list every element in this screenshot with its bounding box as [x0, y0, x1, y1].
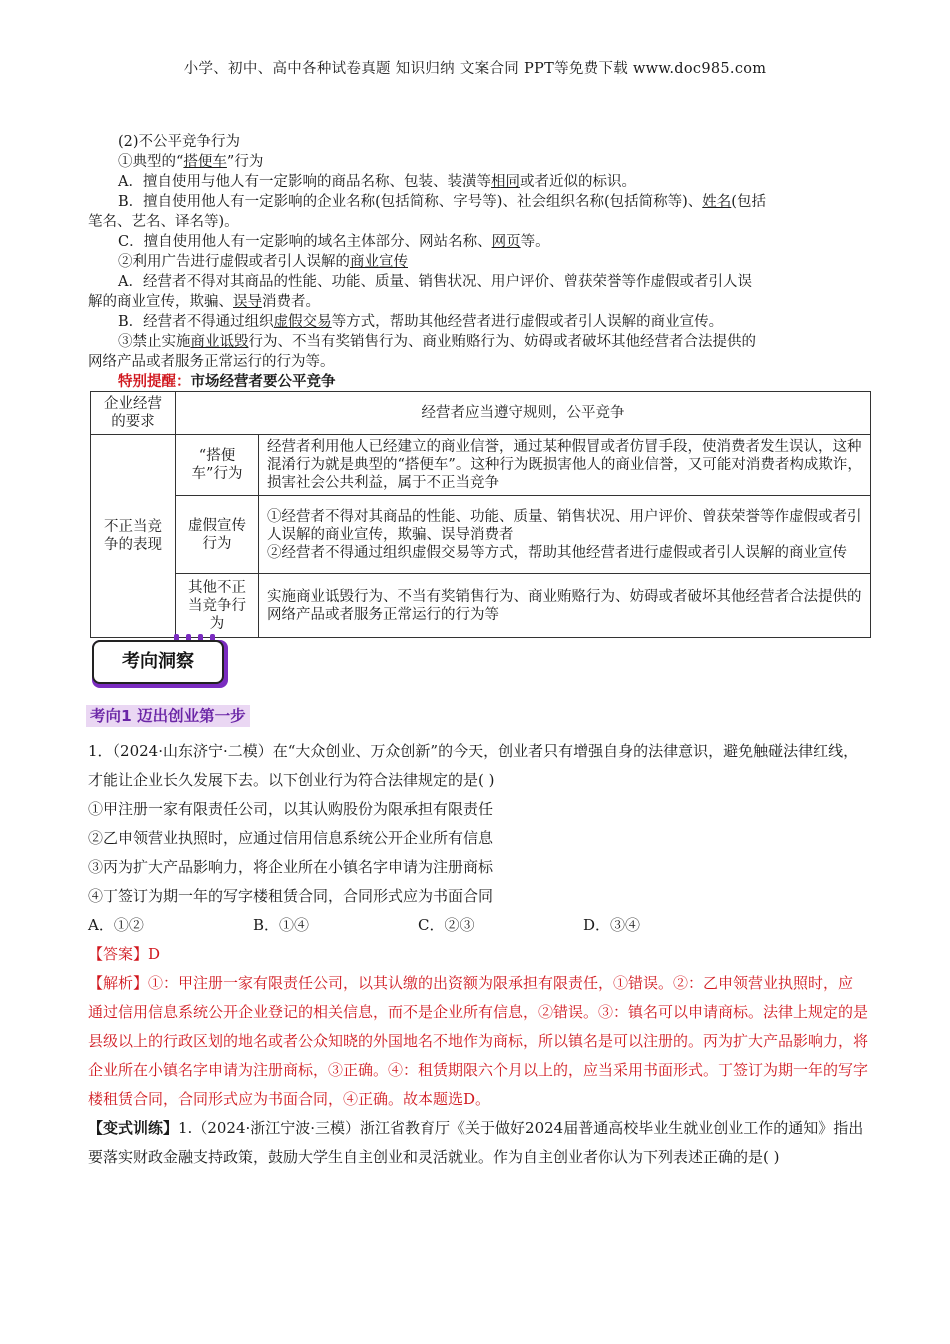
point-2-b: B．经营者不得通过组织虚假交易等方式，帮助其他经营者进行虚假或者引人误解的商业宣传。	[118, 314, 724, 330]
table-cell: 虚假宣传行为	[176, 496, 259, 574]
point-1-b-cont: 笔名、艺名、译名等)。	[88, 214, 239, 230]
table-row	[91, 392, 871, 435]
variant-training: 【变式训练】1.（2024·浙江宁波·三模）浙江省教育厅《关于做好2024届普通高校毕业生就业创业工作的通知》指出要落实财政金融支持政策，鼓励大学生自主创业和灵活就业。作为自主创业者你认为下列表述正确的是( )	[88, 1119, 864, 1166]
tip-label: 特别提醒：	[118, 373, 191, 390]
point-3-cont: 网络产品或者服务正常运行的行为等。	[88, 354, 335, 370]
table-cell: 经营者利用他人已经建立的商业信誉，通过某种假冒或者仿冒手段，使消费者发生误认，这种混淆行为就是典型的“搭便车”。这种行为既损害他人的商业信誉，又可能对消费者构成欺诈，损害社会公共利益，属于不正当竞争	[259, 435, 871, 496]
banner-frame	[92, 640, 228, 688]
point-3: ③禁止实施商业诋毁行为、不当有奖销售行为、商业贿赂行为、妨碍或者破坏其他经营者合法提供的	[118, 334, 756, 350]
table-row	[91, 574, 871, 638]
question-options	[88, 911, 868, 940]
table-row	[91, 435, 871, 496]
question-item: ②乙申领营业执照时，应通过信用信息系统公开企业所有信息	[88, 829, 494, 847]
option-a: A．①②	[88, 916, 144, 934]
point-2: ②利用广告进行虚假或者引人误解的商业宣传	[118, 254, 408, 270]
point-2-a: A．经营者不得对其商品的性能、功能、质量、销售状况、用户评价、曾获荣誉等作虚假或者引人误	[118, 274, 752, 290]
table-cell: 经营者应当遵守规则，公平竞争	[176, 392, 871, 435]
table-row	[91, 496, 871, 574]
question-stem: 1．（2024·山东济宁·二模）在“大众创业、万众创新”的今天，创业者只有增强自身的法律意识，避免触碰法律红线，才能让企业长久发展下去。以下创业行为符合法律规定的是( )	[88, 742, 859, 789]
section-banner	[90, 632, 230, 690]
table-cell: 实施商业诋毁行为、不当有奖销售行为、商业贿赂行为、妨碍或者破坏其他经营者合法提供的网络产品或者服务正常运行的行为等	[259, 574, 871, 638]
analysis: 【解析】①：甲注册一家有限责任公司，以其认缴的出资额为限承担有限责任，①错误。②：乙申领营业执照时，应通过信用信息系统公开企业登记的相关信息，而不是企业所有信息，②错误。③：镇名可以申请商标。法律上规定的是县级以上的行政区划的地名或者公众知晓的外国地名不地作为商标，所以镇名是可以注册的。丙为扩大产品影响力，将企业所在小镇名字申请为注册商标，③正确。④：租赁期限六个月以上的，应当采用书面形式。丁签订为期一年的写字楼租赁合同，合同形式应为书面合同，④正确。故本题选D。	[88, 974, 869, 1108]
banner-title: 考向洞察	[92, 640, 224, 684]
question-item: ④丁签订为期一年的写字楼租赁合同，合同形式应为书面合同	[88, 887, 494, 905]
answer: 【答案】D	[88, 945, 161, 963]
page-header: 小学、初中、高中各种试卷真题 知识归纳 文案合同 PPT等免费下载 www.doc985.com	[183, 61, 767, 77]
table-cell: 其他不正当竞争行为	[176, 574, 259, 638]
table-cell: 企业经营的要求	[91, 392, 176, 435]
desc-line: ②经营者不得通过组织虚假交易等方式，帮助其他经营者进行虚假或者引人误解的商业宣传	[267, 544, 847, 561]
point-1-c: C．擅自使用他人有一定影响的域名主体部分、网站名称、网页等。	[118, 234, 550, 250]
section-body	[88, 132, 868, 392]
option-c: C．②③	[418, 916, 475, 934]
question-item: ③丙为扩大产品影响力，将企业所在小镇名字申请为注册商标	[88, 858, 494, 876]
point-1: ①典型的“搭便车”行为	[118, 154, 264, 170]
section-title: (2)不公平竞争行为	[118, 134, 241, 150]
question-item: ①甲注册一家有限责任公司，以其认购股份为限承担有限责任	[88, 800, 494, 818]
point-1-b: B．擅自使用他人有一定影响的企业名称(包括简称、字号等)、社会组织名称(包括简称等)、姓名(包括	[118, 194, 766, 210]
question-1	[88, 737, 868, 1172]
topic-heading: 考向1 迈出创业第一步	[86, 705, 250, 727]
option-d: D．③④	[583, 916, 641, 934]
table-cell: “搭便车”行为	[176, 435, 259, 496]
comparison-table	[90, 391, 871, 638]
table-cell: 不正当竞争的表现	[91, 435, 176, 638]
table-cell	[259, 496, 871, 574]
tip-text: 市场经营者要公平竞争	[190, 373, 336, 390]
desc-line: ①经营者不得对其商品的性能、功能、质量、销售状况、用户评价、曾获荣誉等作虚假或者引人误解的商业宣传，欺骗、误导消费者	[267, 508, 862, 543]
point-1-a: A．擅自使用与他人有一定影响的商品名称、包装、装潢等相同或者近似的标识。	[118, 174, 636, 190]
tip	[88, 372, 868, 392]
point-2-a-cont: 解的商业宣传，欺骗、误导消费者。	[88, 294, 320, 310]
option-b: B．①④	[253, 916, 310, 934]
